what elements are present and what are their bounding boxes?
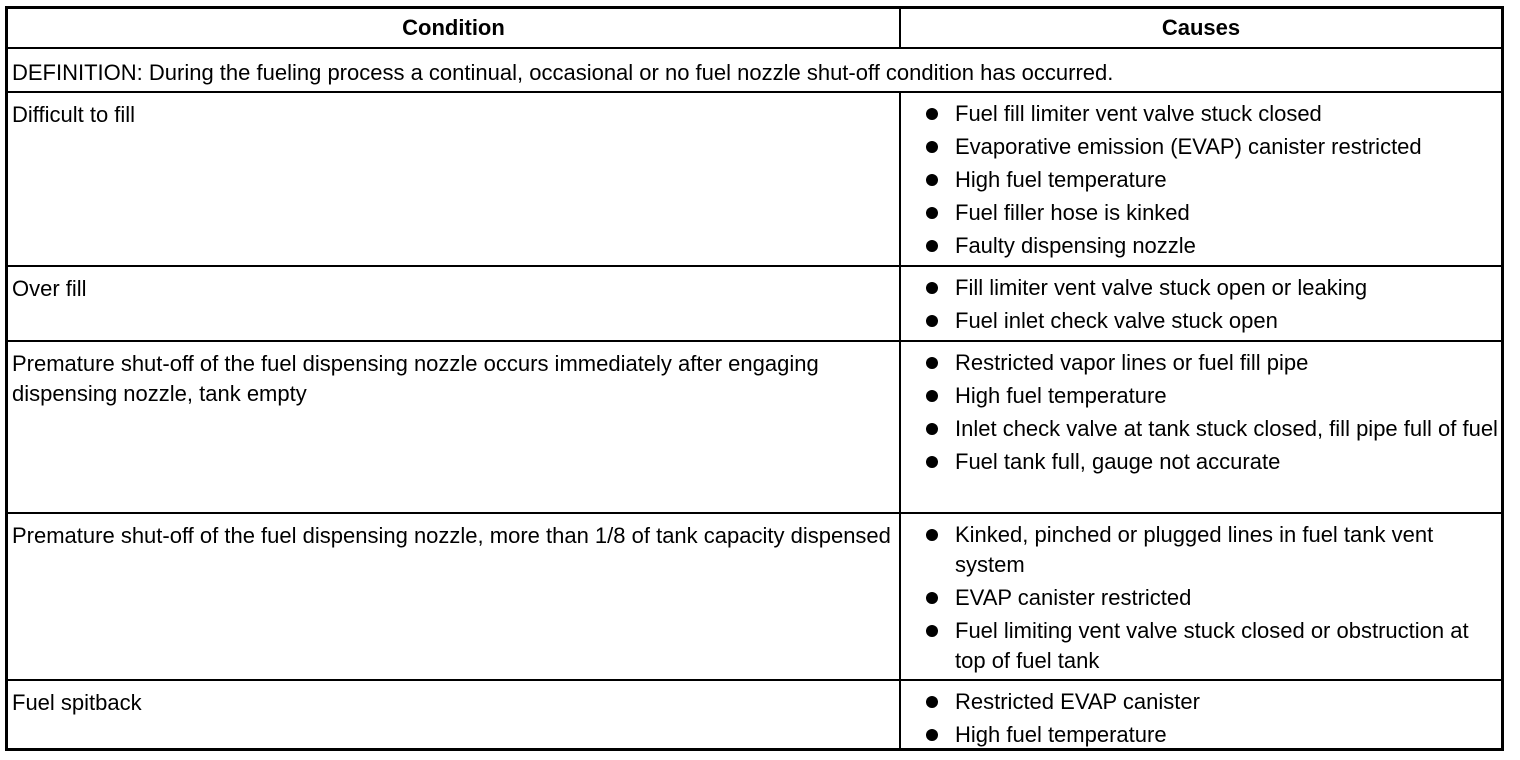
cause-item xyxy=(926,198,1502,228)
condition-cell: Premature shut-off of the fuel dispensing nozzle, more than 1/8 of tank capacity dispensed xyxy=(12,523,891,548)
cause-text: EVAP canister restricted xyxy=(955,585,1192,610)
cause-text: Fuel inlet check valve stuck open xyxy=(955,308,1278,333)
cause-text: Fuel filler hose is kinked xyxy=(955,200,1190,225)
cause-text: Kinked, pinched or plugged lines in fuel tank vent system xyxy=(955,522,1434,577)
condition-cell: Difficult to fill xyxy=(12,102,136,127)
bullet-icon xyxy=(926,108,938,120)
cause-item xyxy=(926,687,1502,717)
cause-item xyxy=(926,583,1502,613)
bullet-icon xyxy=(926,625,938,637)
bullet-icon xyxy=(926,240,938,252)
cause-item xyxy=(926,231,1502,261)
table-row xyxy=(8,514,1501,681)
cause-text: Fill limiter vent valve stuck open or leaking xyxy=(955,275,1368,300)
condition-column-header: Condition xyxy=(402,15,505,40)
bullet-icon xyxy=(926,207,938,219)
cause-text: Evaporative emission (EVAP) canister restricted xyxy=(955,134,1422,159)
causes-column-header: Causes xyxy=(1161,15,1241,40)
causes-list xyxy=(926,520,1502,679)
bullet-icon xyxy=(926,141,938,153)
bullet-icon xyxy=(926,529,938,541)
cause-item xyxy=(926,720,1502,750)
cause-text: Fuel limiting vent valve stuck closed or obstruction at top of fuel tank xyxy=(955,618,1469,673)
cause-item xyxy=(926,306,1502,336)
table-row xyxy=(8,681,1501,748)
bullet-icon xyxy=(926,592,938,604)
cause-item xyxy=(926,447,1502,477)
cause-text: Restricted EVAP canister xyxy=(955,689,1200,714)
bullet-icon xyxy=(926,729,938,741)
cause-text: High fuel temperature xyxy=(955,722,1167,747)
table-row xyxy=(8,93,1501,267)
definition-row xyxy=(8,49,1501,93)
table-row xyxy=(8,342,1501,514)
cause-item xyxy=(926,520,1502,580)
causes-list xyxy=(926,348,1502,480)
column-divider xyxy=(899,9,901,49)
cause-item xyxy=(926,381,1502,411)
bullet-icon xyxy=(926,390,938,402)
causes-list xyxy=(926,99,1502,264)
condition-cell: Premature shut-off of the fuel dispensing nozzle occurs immediately after engaging dispensing nozzle, tank empty xyxy=(12,351,819,406)
table-header xyxy=(8,9,1501,49)
condition-cell: Over fill xyxy=(12,276,87,301)
column-divider xyxy=(899,93,901,748)
cause-item xyxy=(926,132,1502,162)
cause-text: Fuel fill limiter vent valve stuck closed xyxy=(955,101,1322,126)
cause-text: Faulty dispensing nozzle xyxy=(955,233,1196,258)
causes-list xyxy=(926,273,1502,339)
bullet-icon xyxy=(926,282,938,294)
bullet-icon xyxy=(926,456,938,468)
diagnostic-table xyxy=(5,6,1504,751)
bullet-icon xyxy=(926,696,938,708)
cause-item xyxy=(926,273,1502,303)
bullet-icon xyxy=(926,357,938,369)
cause-item xyxy=(926,99,1502,129)
cause-text: High fuel temperature xyxy=(955,383,1167,408)
cause-text: Restricted vapor lines or fuel fill pipe xyxy=(955,350,1309,375)
cause-item xyxy=(926,616,1502,676)
cause-text: High fuel temperature xyxy=(955,167,1167,192)
bullet-icon xyxy=(926,174,938,186)
bullet-icon xyxy=(926,423,938,435)
causes-list xyxy=(926,687,1502,753)
cause-item xyxy=(926,348,1502,378)
cause-item xyxy=(926,165,1502,195)
cause-item xyxy=(926,414,1502,444)
cause-text: Inlet check valve at tank stuck closed, fill pipe full of fuel xyxy=(955,416,1498,441)
table-row xyxy=(8,267,1501,342)
definition-text: DEFINITION: During the fueling process a continual, occasional or no fuel nozzle shut-off condition has occurred. xyxy=(12,60,1114,85)
bullet-icon xyxy=(926,315,938,327)
condition-cell: Fuel spitback xyxy=(12,690,142,715)
cause-text: Fuel tank full, gauge not accurate xyxy=(955,449,1281,474)
